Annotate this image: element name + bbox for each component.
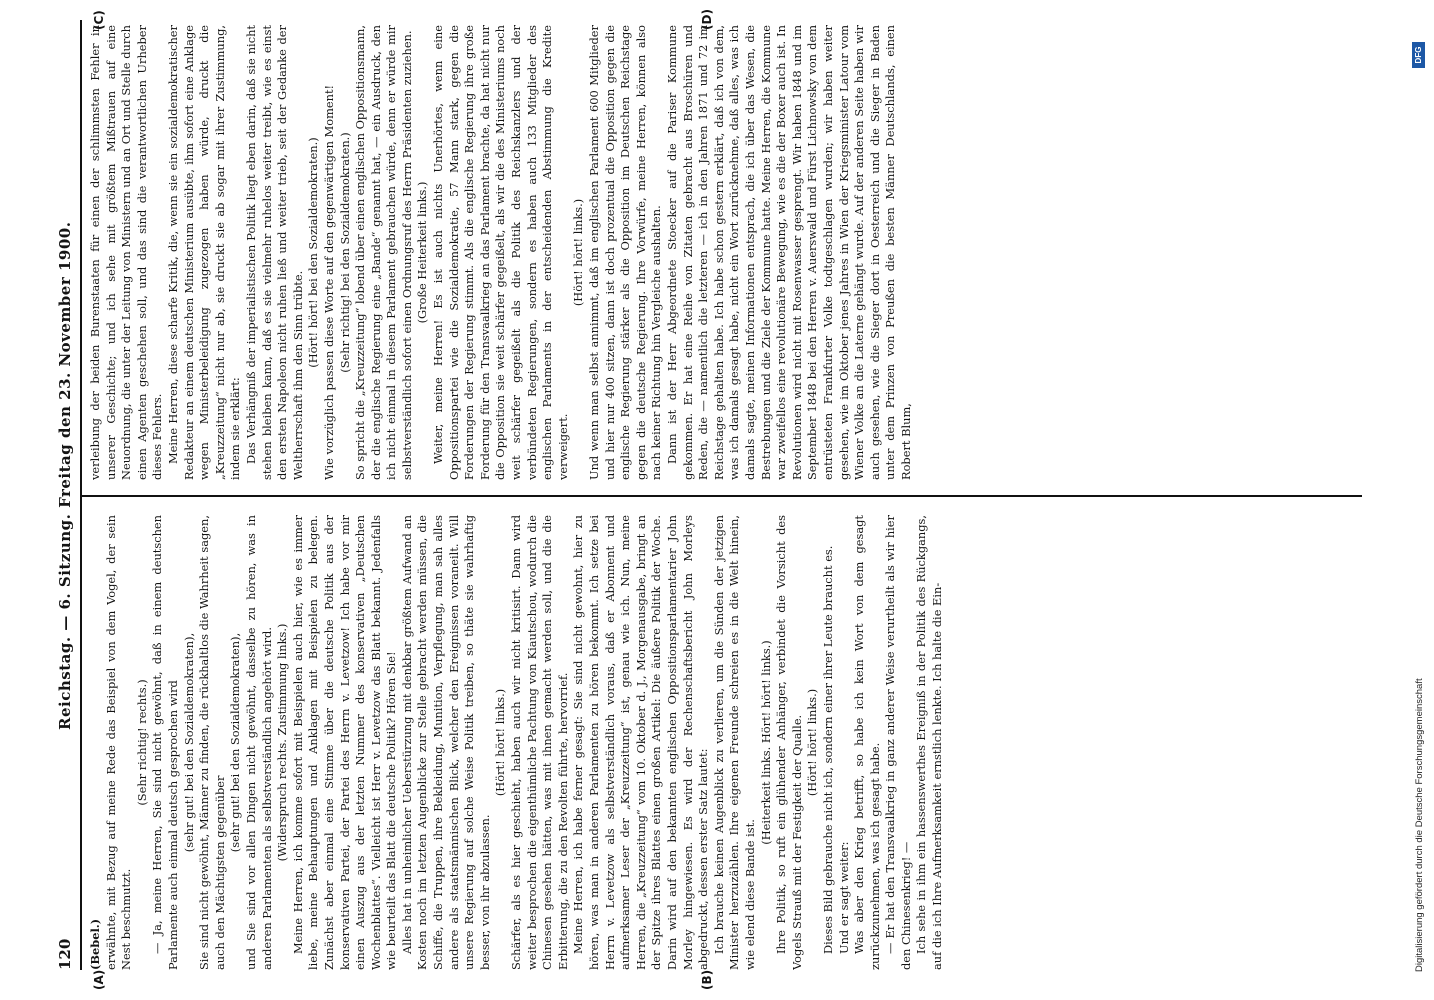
header-title: Reichstag. — 6. Sitzung. Freitag den 23. November 1900. (56, 221, 74, 730)
quotation: Was aber den Krieg betrifft, so habe ich kein Wort von dem gesagt zurückzunehmen, was ich gesagt habe. (852, 515, 882, 970)
interjection: (Widerspruch rechts. Zustimmung links.) (275, 623, 290, 862)
quotation: Ich sehe in ihm ein hassenswerthes Ereigniß in der Politik des Rückgangs, auf die ich Ihre Aufmerksamkeit ernstlich lenkte. Ich halte die Ein- (914, 515, 945, 970)
interjection: (sehr gut! bei den Sozialdemokraten), (181, 632, 196, 853)
interjection: (Sehr richtig! rechts.) (134, 679, 149, 806)
paragraph: Meine Herren, ich habe ferner gesagt: Sie sind nicht gewohnt, hier zu hören, was man in anderen Parlamenten zu hören bekommt. Ich setze bei Herrn v. Levetzow als selbstverständlich voraus, daß er Abonnent und aufmerksamer Leser der „Kreuzzeitung“ ist, genau wie ich. Nun, meine Herren, die „Kreuzzeitung“ vom 10. Oktober d. J., Morgenausgabe, bringt an der Spitze ihres Blattes einen großen Artikel: Die äußere Politik der Woche. Darin wird auf den bekannten englischen Oppositionsparlamentarier John Morley hingewiesen. Es wird der Rechenschaftsbericht John Morleys abgedruckt, dessen erster Satz lautet: (571, 515, 711, 970)
paragraph: Weiter, meine Herren! Es ist auch nichts Unerhörtes, wenn eine Oppositionspartei wie die Sozialdemokratie, 57 Mann stark, gegen die Forderungen der Regierung stimmt. Als die englische Regierung ihre große Forderung für den Transvaalkrieg an das Parlament brachte, da hat nicht nur die Opposition sie weit schärfer gegeißelt, als wir die des Ministeriums noch weit schärfer gegeißelt als die Politik des Reichskanzlers und der verbündeten Regierungen, sondern es haben auch 133 Mitglieder des englischen Parlaments in der entscheidenden Abstimmung die Kredite verweigert. (431, 25, 570, 480)
interjection: (Hört! hört! bei den Sozialdemokraten.) (306, 137, 321, 368)
quotation: verleibung der beiden Burenstaaten für einen der schlimmsten Fehler in unserer Geschichte; und ich sehe mit größtem Mißtrauen auf eine Neuordnung, die unter der Leitung von Ministern und an Ort und Stelle durch einen Agenten geschehen soll, und das sind die verantwortlichen Urheber dieses Fehlers. (88, 25, 165, 480)
paragraph: Dieses Bild gebrauche nicht ich, sondern einer ihrer Leute braucht es. (820, 545, 835, 954)
page-number: 120 (56, 938, 74, 970)
paragraph: und Sie sind vor allen Dingen nicht gewöhnt, dasselbe zu hören, was in anderen Parlamenten als selbstverständlich angehört wird. (243, 515, 274, 970)
paragraph: Wie vorzüglich passen diese Worte auf den gegenwärtigen Moment! (321, 84, 336, 480)
quotation: Alles hat in unheimlicher Ueberstürzung mit denkbar größtem Aufwand an Kosten noch im letzten Augenblicke zur Stelle gebracht werden müssen, die Schiffe, die Truppen, ihre Bekleidung, Munition, Verpflegung, man sah alles andere als staatsmännischen Blick, welcher den Ereignissen voraneilt. Will unsere Regierung auf solche Weise Politik treiben, so thäte sie wahrhaftig besser, von ihr abzulassen. (399, 515, 492, 970)
paragraph: — Er hat den Transvaalkrieg in ganz anderer Weise verurtheilt als wir hier den Chinesenkrieg! — (883, 515, 913, 970)
margin-marker-c: (C) (92, 10, 106, 30)
interjection: (sehr gut! bei den Sozialdemokraten), (228, 632, 243, 853)
paragraph: Meine Herren, ich komme sofort mit Beispielen auch hier, wie es immer liebe, meine Behauptungen und Anklagen mit Beispielen zu belegen. Zunächst aber einmal eine Stimme über die deutsche Politik aus der konservativen Partei, der Partei des Herrn v. Levetzow! Ich habe vor mir einen Auszug aus der letzten Nummer des konservativen „Deutschen Wochenblattes“. Vielleicht ist Herr v. Levetzow das Blatt bekannt. Jedenfalls wie beurteilt das Blatt die deutsche Politik? Hören Sie! (290, 515, 399, 970)
paragraph: Und er sagt weiter: (836, 841, 851, 954)
running-header (52, 20, 78, 970)
paragraph: Schärfer, als es hier geschieht, haben auch wir nicht kritisirt. Dann wird weiter besprochen die eigenthümliche Pachtung von Kiautschou, wodurch die Chinesen gesehen hätten, was mit ihnen gemacht werden soll, und die die Erbitterung, die zu den Revolten führte, hervorrief. (509, 515, 570, 970)
left-column (88, 515, 1358, 970)
interjection: (Hört! hört! links.) (571, 198, 586, 307)
dfg-logo: DFG (1412, 42, 1425, 68)
interjection: (Große Heiterkeit links.) (415, 181, 430, 324)
column-divider (82, 495, 1362, 497)
right-column (88, 25, 1358, 480)
quotation: Ihre Politik, so ruft ein glühender Anhänger, verbindet die Vorsicht des Vogels Strauß mit der Festigkeit der Qualle. (774, 515, 804, 970)
paragraph: erwähnte, mit Bezug auf meine Rede das Beispiel von dem Vogel, der sein Nest beschmutzt. (103, 515, 134, 970)
interjection: (Hört! hört! links.) (805, 688, 820, 797)
paragraph: Und wenn man selbst annimmt, daß im englischen Parlament 600 Mitglieder und hier nur 400 sitzen, dann ist doch prozentual die Opposition gegen die englische Regierung stärker als die Opposition im Deutschen Reichstage gegen die deutsche Regierung. Ihre Vorwürfe, meine Herren, können also nach keiner Richtung hin Vergleiche aushalten. (587, 25, 664, 480)
speaker-name: (Bebel.) (88, 918, 102, 970)
interjection: (Heiterkeit links. Hört! hört! links.) (758, 640, 773, 845)
paragraph: Sie sind nicht gewöhnt, Männer zu finden, die rückhaltlos die Wahrheit sagen, auch den Mächtigsten gegenüber (197, 515, 227, 970)
quotation: Ich brauche keinen Augenblick zu verlieren, um die Sünden der jetzigen Minister herzuzählen. Ihre eigenen Freunde schreien es in die Welt hinein, wie elend diese Bande ist. (711, 515, 757, 970)
margin-marker-b: (B) (700, 969, 714, 990)
margin-marker-d: (D) (700, 9, 714, 30)
margin-marker-a: (A) (92, 969, 106, 990)
quotation: Das Verhängniß der imperialistischen Politik liegt eben darin, daß sie nicht stehen bleiben kann, daß es sie vielmehr ruhelos weiter treibt, wie es einst den ersten Napoleon nicht ruhen ließ und weiter trieb, seit der Gedanke der Weltherrschaft ihm den Sinn trübte. (243, 25, 305, 480)
paragraph: So spricht die „Kreuzzeitung“ lobend über einen englischen Oppositionsmann, der die englische Regierung eine „Bande“ genannt hat, — ein Ausdruck, den ich nicht einmal in diesem Parlament gebrauchen würde, denn er würde mir selbstverständlich sofort einen Ordnungsruf des Herrn Präsidenten zuziehen. (353, 25, 414, 480)
paragraph: — Ja, meine Herren, Sie sind nicht gewöhnt, daß in einem deutschen Parlamente auch einmal deutsch gesprochen wird (150, 515, 180, 970)
paragraph: Meine Herren, diese scharfe Kritik, die, wenn sie ein sozialdemokratischer Redakteur an einem deutschen Ministerium ausübte, ihm sofort eine Anklage wegen Ministerbeleidigung zugezogen haben würde, druckt die „Kreuzzeitung“ nicht nur ab, sie druckt sie ab sogar mit ihrer Zustimmung, indem sie erklärt: (165, 25, 243, 480)
paragraph: Dann ist der Herr Abgeordnete Stoecker auf die Pariser Kommune gekommen. Er hat eine Reihe von Zitaten gebracht aus Broschüren und Reden, die — namentlich die letzteren — ich in den Jahren 1871 und 72 im Reichstage gehalten habe. Ich habe schon gestern erklärt, daß ich von dem, was ich damals gesagt habe, nicht ein Wort zurücknehme, daß alles, was ich damals sagte, meinen Informationen entsprach, die ich über das Wesen, die Bestrebungen und die Ziele der Kommune hatte. Meine Herren, die Kommune war zweifellos eine revolutionäre Bewegung, wie es die der Boxer auch ist. In Revolutionen wird nicht mit Rosenwasser gesprengt. Wir haben 1848 und im September 1848 bei den Herren v. Auerswald und Fürst Lichnowsky von dem entrüsteten Frankfurter Volke todtgeschlagen wurden; wir haben weiter gesehen, wie im Oktober jenes Jahres in Wien der Kriegsminister Latour vom Wiener Volke an die Laterne gehängt wurde. Auf der anderen Seite haben wir auch gesehen, wie die Sieger dort in Oesterreich und die Sieger in Baden unter dem Prinzen von Preußen die besten Männer Deutschlands, einen Robert Blum, (664, 25, 913, 480)
digitization-credit: Digitalisierung gefördert durch die Deutsche Forschungsgemeinschaft (1414, 678, 1425, 972)
interjection: (Sehr richtig! bei den Sozialdemokraten.) (337, 132, 352, 373)
interjection: (Hört! hört! links.) (493, 688, 508, 797)
